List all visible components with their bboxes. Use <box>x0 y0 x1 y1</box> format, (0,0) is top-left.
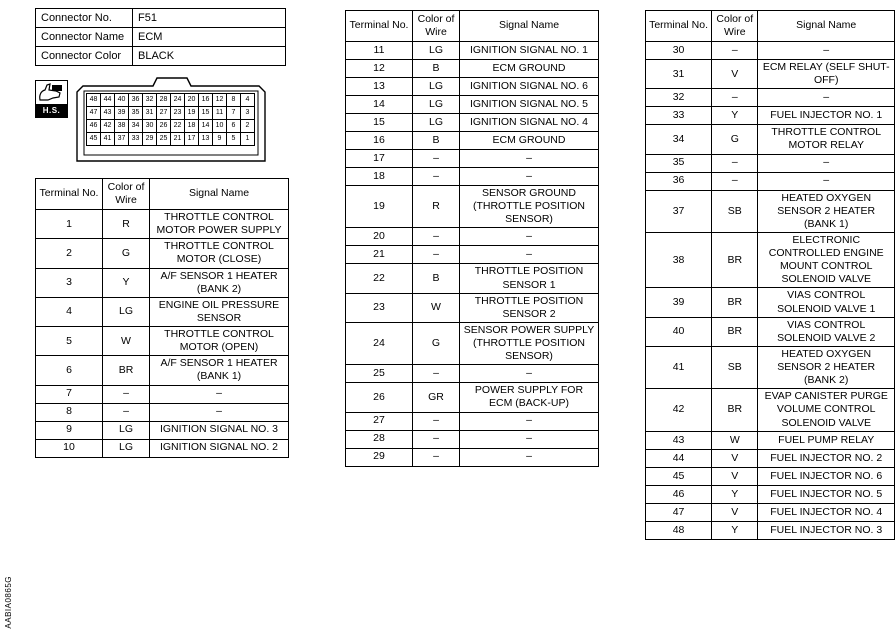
table-row <box>346 150 599 168</box>
signal-name-cell: ECM RELAY (SELF SHUT-OFF) <box>758 60 895 89</box>
header-signal: Signal Name <box>758 11 895 42</box>
wire-color-cell: Y <box>712 107 758 125</box>
pin-cell: 14 <box>199 120 213 133</box>
wire-color-cell: BR <box>712 317 758 346</box>
table-row <box>346 383 599 412</box>
wire-color-cell: BR <box>712 232 758 288</box>
signal-name-cell: FUEL INJECTOR NO. 4 <box>758 503 895 521</box>
pinout-table <box>645 10 895 540</box>
header-color: Color of Wire <box>413 11 460 42</box>
pin-cell: 16 <box>199 94 213 107</box>
connector-info-table <box>35 8 286 66</box>
connector-info-row <box>36 9 286 28</box>
table-row <box>36 385 289 403</box>
pin-cell: 20 <box>185 94 199 107</box>
pin-cell: 39 <box>115 107 129 120</box>
pinout-table <box>345 10 599 467</box>
table-row <box>346 186 599 228</box>
terminal-cell: 40 <box>646 317 712 346</box>
terminal-cell: 36 <box>646 172 712 190</box>
wire-color-cell: V <box>712 60 758 89</box>
pin-cell: 24 <box>171 94 185 107</box>
wire-color-cell: BR <box>712 389 758 431</box>
wire-color-cell: SB <box>712 190 758 232</box>
table-row <box>36 297 289 326</box>
terminal-cell: 4 <box>36 297 103 326</box>
header-row <box>36 179 289 210</box>
terminal-cell: 45 <box>646 467 712 485</box>
pin-cell: 13 <box>199 133 213 146</box>
wire-color-cell: – <box>413 228 460 246</box>
signal-name-cell: – <box>460 365 599 383</box>
terminal-cell: 2 <box>36 239 103 268</box>
signal-name-cell: THROTTLE CONTROL MOTOR (CLOSE) <box>150 239 289 268</box>
signal-name-cell: THROTTLE POSITION SENSOR 2 <box>460 293 599 322</box>
table-row <box>346 78 599 96</box>
pin-cell: 46 <box>87 120 101 133</box>
figure-code: AABIA0865G <box>4 576 13 629</box>
table-row <box>646 42 895 60</box>
terminal-cell: 17 <box>346 150 413 168</box>
wire-color-cell: – <box>413 448 460 466</box>
signal-name-cell: ENGINE OIL PRESSURE SENSOR <box>150 297 289 326</box>
signal-name-cell: A/F SENSOR 1 HEATER (BANK 1) <box>150 356 289 385</box>
pin-cell: 21 <box>171 133 185 146</box>
signal-name-cell: – <box>460 430 599 448</box>
terminal-cell: 9 <box>36 421 103 439</box>
pin-cell: 42 <box>101 120 115 133</box>
pin-cell: 28 <box>157 94 171 107</box>
terminal-cell: 41 <box>646 346 712 388</box>
connector-info-row <box>36 47 286 66</box>
terminal-cell: 21 <box>346 246 413 264</box>
terminal-cell: 5 <box>36 327 103 356</box>
terminal-cell: 42 <box>646 389 712 431</box>
pin-cell: 40 <box>115 94 129 107</box>
pin-cell: 10 <box>213 120 227 133</box>
wire-color-cell: B <box>413 60 460 78</box>
pin-cell: 36 <box>129 94 143 107</box>
pin-cell: 1 <box>241 133 255 146</box>
wire-color-cell: – <box>103 403 150 421</box>
pin-cell: 23 <box>171 107 185 120</box>
signal-name-cell: ELECTRONIC CONTROLLED ENGINE MOUNT CONTROL SOLENOID VALVE <box>758 232 895 288</box>
terminal-cell: 13 <box>346 78 413 96</box>
terminal-cell: 19 <box>346 186 413 228</box>
hs-icon-label: H.S. <box>36 104 67 117</box>
table-row <box>346 132 599 150</box>
signal-name-cell: FUEL INJECTOR NO. 3 <box>758 521 895 539</box>
terminal-cell: 47 <box>646 503 712 521</box>
wire-color-cell: – <box>712 154 758 172</box>
header-terminal: Terminal No. <box>646 11 712 42</box>
pin-cell: 41 <box>101 133 115 146</box>
wire-color-cell: B <box>413 264 460 293</box>
table-row <box>646 431 895 449</box>
table-row <box>346 264 599 293</box>
terminal-cell: 29 <box>346 448 413 466</box>
pin-cell: 8 <box>227 94 241 107</box>
table-row <box>646 521 895 539</box>
pin-cell: 48 <box>87 94 101 107</box>
terminal-cell: 15 <box>346 114 413 132</box>
terminal-cell: 8 <box>36 403 103 421</box>
terminal-cell: 28 <box>346 430 413 448</box>
pin-row <box>87 120 255 133</box>
wire-color-cell: SB <box>712 346 758 388</box>
table-row <box>36 439 289 457</box>
signal-name-cell: A/F SENSOR 1 HEATER (BANK 2) <box>150 268 289 297</box>
hs-icon <box>35 80 68 118</box>
table-row <box>346 228 599 246</box>
terminal-cell: 43 <box>646 431 712 449</box>
wire-color-cell: W <box>103 327 150 356</box>
wire-color-cell: LG <box>103 297 150 326</box>
pin-cell: 32 <box>143 94 157 107</box>
terminal-cell: 22 <box>346 264 413 293</box>
connector-pin-table <box>86 93 255 146</box>
signal-name-cell: – <box>460 228 599 246</box>
wire-color-cell: GR <box>413 383 460 412</box>
wire-color-cell: LG <box>103 421 150 439</box>
connector-info-row <box>36 28 286 47</box>
signal-name-cell: IGNITION SIGNAL NO. 1 <box>460 42 599 60</box>
signal-name-cell: – <box>758 172 895 190</box>
pin-cell: 38 <box>115 120 129 133</box>
table-row <box>646 317 895 346</box>
pin-cell: 31 <box>143 107 157 120</box>
wire-color-cell: – <box>103 385 150 403</box>
pin-cell: 37 <box>115 133 129 146</box>
terminal-cell: 23 <box>346 293 413 322</box>
connector-info-value: BLACK <box>133 47 286 66</box>
table-row <box>646 60 895 89</box>
wire-color-cell: G <box>413 322 460 364</box>
signal-name-cell: FUEL INJECTOR NO. 6 <box>758 467 895 485</box>
wire-color-cell: – <box>712 42 758 60</box>
terminal-cell: 31 <box>646 60 712 89</box>
signal-name-cell: ECM GROUND <box>460 132 599 150</box>
header-terminal: Terminal No. <box>36 179 103 210</box>
pin-cell: 27 <box>157 107 171 120</box>
header-color: Color of Wire <box>712 11 758 42</box>
terminal-cell: 46 <box>646 485 712 503</box>
terminal-cell: 12 <box>346 60 413 78</box>
table-row <box>346 365 599 383</box>
table-row <box>346 168 599 186</box>
table-row <box>646 232 895 288</box>
signal-name-cell: FUEL INJECTOR NO. 5 <box>758 485 895 503</box>
terminal-cell: 10 <box>36 439 103 457</box>
table-row <box>646 125 895 154</box>
connector-info-value: ECM <box>133 28 286 47</box>
wire-color-cell: – <box>413 168 460 186</box>
table-row <box>346 293 599 322</box>
table-row <box>346 114 599 132</box>
wire-color-cell: – <box>712 89 758 107</box>
signal-name-cell: THROTTLE CONTROL MOTOR POWER SUPPLY <box>150 210 289 239</box>
signal-name-cell: FUEL PUMP RELAY <box>758 431 895 449</box>
signal-name-cell: – <box>460 412 599 430</box>
table-row <box>646 154 895 172</box>
table-row <box>646 288 895 317</box>
wire-color-cell: W <box>712 431 758 449</box>
connector-diagram <box>75 76 267 164</box>
terminal-cell: 33 <box>646 107 712 125</box>
pin-cell: 18 <box>185 120 199 133</box>
signal-name-cell: – <box>150 385 289 403</box>
table-row <box>346 246 599 264</box>
signal-name-cell: IGNITION SIGNAL NO. 3 <box>150 421 289 439</box>
signal-name-cell: – <box>460 448 599 466</box>
table-row <box>646 89 895 107</box>
signal-name-cell: EVAP CANISTER PURGE VOLUME CONTROL SOLENOID VALVE <box>758 389 895 431</box>
signal-name-cell: HEATED OXYGEN SENSOR 2 HEATER (BANK 2) <box>758 346 895 388</box>
signal-name-cell: SENSOR POWER SUPPLY (THROTTLE POSITION SENSOR) <box>460 322 599 364</box>
signal-name-cell: IGNITION SIGNAL NO. 5 <box>460 96 599 114</box>
terminal-cell: 14 <box>346 96 413 114</box>
table-row <box>36 356 289 385</box>
signal-name-cell: FUEL INJECTOR NO. 2 <box>758 449 895 467</box>
table-row <box>36 403 289 421</box>
terminal-cell: 7 <box>36 385 103 403</box>
pin-cell: 12 <box>213 94 227 107</box>
pin-cell: 19 <box>185 107 199 120</box>
wire-color-cell: R <box>103 210 150 239</box>
signal-name-cell: – <box>758 89 895 107</box>
signal-name-cell: THROTTLE CONTROL MOTOR RELAY <box>758 125 895 154</box>
connector-info <box>35 8 286 66</box>
signal-name-cell: IGNITION SIGNAL NO. 4 <box>460 114 599 132</box>
pin-cell: 44 <box>101 94 115 107</box>
signal-name-cell: SENSOR GROUND (THROTTLE POSITION SENSOR) <box>460 186 599 228</box>
table-row <box>36 239 289 268</box>
signal-name-cell: POWER SUPPLY FOR ECM (BACK-UP) <box>460 383 599 412</box>
pin-cell: 17 <box>185 133 199 146</box>
wire-color-cell: V <box>712 467 758 485</box>
wire-color-cell: – <box>712 172 758 190</box>
wire-color-cell: LG <box>413 78 460 96</box>
header-signal: Signal Name <box>460 11 599 42</box>
terminal-cell: 38 <box>646 232 712 288</box>
wire-color-cell: – <box>413 412 460 430</box>
wire-color-cell: R <box>413 186 460 228</box>
signal-name-cell: ECM GROUND <box>460 60 599 78</box>
header-signal: Signal Name <box>150 179 289 210</box>
header-terminal: Terminal No. <box>346 11 413 42</box>
signal-name-cell: VIAS CONTROL SOLENOID VALVE 2 <box>758 317 895 346</box>
connector-info-value: F51 <box>133 9 286 28</box>
connector-info-label: Connector Name <box>36 28 133 47</box>
connector-info-label: Connector Color <box>36 47 133 66</box>
table-row <box>36 421 289 439</box>
terminal-table-30-48 <box>645 10 895 540</box>
table-row <box>346 60 599 78</box>
pin-cell: 7 <box>227 107 241 120</box>
wire-color-cell: V <box>712 503 758 521</box>
terminal-cell: 35 <box>646 154 712 172</box>
pin-cell: 33 <box>129 133 143 146</box>
terminal-cell: 39 <box>646 288 712 317</box>
table-row <box>346 96 599 114</box>
pin-cell: 29 <box>143 133 157 146</box>
wire-color-cell: – <box>413 150 460 168</box>
terminal-cell: 18 <box>346 168 413 186</box>
terminal-cell: 24 <box>346 322 413 364</box>
terminal-cell: 20 <box>346 228 413 246</box>
pin-cell: 34 <box>129 120 143 133</box>
wire-color-cell: W <box>413 293 460 322</box>
pin-cell: 3 <box>241 107 255 120</box>
pin-cell: 26 <box>157 120 171 133</box>
wire-color-cell: Y <box>712 521 758 539</box>
pin-cell: 47 <box>87 107 101 120</box>
table-row <box>346 448 599 466</box>
signal-name-cell: THROTTLE POSITION SENSOR 1 <box>460 264 599 293</box>
table-row <box>36 327 289 356</box>
terminal-table-11-29 <box>345 10 599 467</box>
signal-name-cell: – <box>460 246 599 264</box>
table-row <box>346 412 599 430</box>
pin-cell: 30 <box>143 120 157 133</box>
wire-color-cell: BR <box>712 288 758 317</box>
table-row <box>646 172 895 190</box>
table-row <box>646 389 895 431</box>
table-row <box>646 190 895 232</box>
pin-grid <box>86 93 255 146</box>
terminal-table-1-10 <box>35 178 289 458</box>
signal-name-cell: – <box>460 168 599 186</box>
terminal-cell: 16 <box>346 132 413 150</box>
hand-icon <box>37 82 65 102</box>
wire-color-cell: B <box>413 132 460 150</box>
signal-name-cell: – <box>758 154 895 172</box>
wire-color-cell: LG <box>413 42 460 60</box>
table-row <box>646 346 895 388</box>
wire-color-cell: G <box>103 239 150 268</box>
pin-cell: 22 <box>171 120 185 133</box>
wire-color-cell: LG <box>103 439 150 457</box>
terminal-cell: 1 <box>36 210 103 239</box>
connector-info-label: Connector No. <box>36 9 133 28</box>
wire-color-cell: Y <box>712 485 758 503</box>
wire-color-cell: V <box>712 449 758 467</box>
signal-name-cell: HEATED OXYGEN SENSOR 2 HEATER (BANK 1) <box>758 190 895 232</box>
terminal-cell: 11 <box>346 42 413 60</box>
pin-row <box>87 133 255 146</box>
table-row <box>36 210 289 239</box>
terminal-cell: 26 <box>346 383 413 412</box>
terminal-cell: 32 <box>646 89 712 107</box>
pin-row <box>87 94 255 107</box>
pin-cell: 35 <box>129 107 143 120</box>
header-color: Color of Wire <box>103 179 150 210</box>
wire-color-cell: LG <box>413 96 460 114</box>
wire-color-cell: – <box>413 430 460 448</box>
table-row <box>346 42 599 60</box>
terminal-cell: 27 <box>346 412 413 430</box>
wire-color-cell: – <box>413 246 460 264</box>
table-row <box>346 322 599 364</box>
pin-cell: 2 <box>241 120 255 133</box>
signal-name-cell: THROTTLE CONTROL MOTOR (OPEN) <box>150 327 289 356</box>
header-row <box>646 11 895 42</box>
pin-cell: 25 <box>157 133 171 146</box>
table-row <box>36 268 289 297</box>
signal-name-cell: VIAS CONTROL SOLENOID VALVE 1 <box>758 288 895 317</box>
wire-color-cell: BR <box>103 356 150 385</box>
table-row <box>646 485 895 503</box>
pin-cell: 5 <box>227 133 241 146</box>
pin-row <box>87 107 255 120</box>
terminal-cell: 30 <box>646 42 712 60</box>
pin-cell: 15 <box>199 107 213 120</box>
pin-cell: 45 <box>87 133 101 146</box>
terminal-cell: 34 <box>646 125 712 154</box>
wire-color-cell: Y <box>103 268 150 297</box>
terminal-cell: 44 <box>646 449 712 467</box>
terminal-cell: 37 <box>646 190 712 232</box>
header-row <box>346 11 599 42</box>
wire-color-cell: G <box>712 125 758 154</box>
pin-cell: 4 <box>241 94 255 107</box>
pin-cell: 6 <box>227 120 241 133</box>
pin-cell: 11 <box>213 107 227 120</box>
terminal-cell: 48 <box>646 521 712 539</box>
signal-name-cell: – <box>758 42 895 60</box>
table-row <box>646 503 895 521</box>
table-row <box>646 449 895 467</box>
table-row <box>346 430 599 448</box>
wire-color-cell: – <box>413 365 460 383</box>
signal-name-cell: FUEL INJECTOR NO. 1 <box>758 107 895 125</box>
terminal-cell: 3 <box>36 268 103 297</box>
terminal-cell: 6 <box>36 356 103 385</box>
wire-color-cell: LG <box>413 114 460 132</box>
table-row <box>646 107 895 125</box>
signal-name-cell: – <box>460 150 599 168</box>
table-row <box>646 467 895 485</box>
signal-name-cell: IGNITION SIGNAL NO. 2 <box>150 439 289 457</box>
pinout-table <box>35 178 289 458</box>
pin-cell: 43 <box>101 107 115 120</box>
pin-cell: 9 <box>213 133 227 146</box>
signal-name-cell: – <box>150 403 289 421</box>
signal-name-cell: IGNITION SIGNAL NO. 6 <box>460 78 599 96</box>
terminal-cell: 25 <box>346 365 413 383</box>
